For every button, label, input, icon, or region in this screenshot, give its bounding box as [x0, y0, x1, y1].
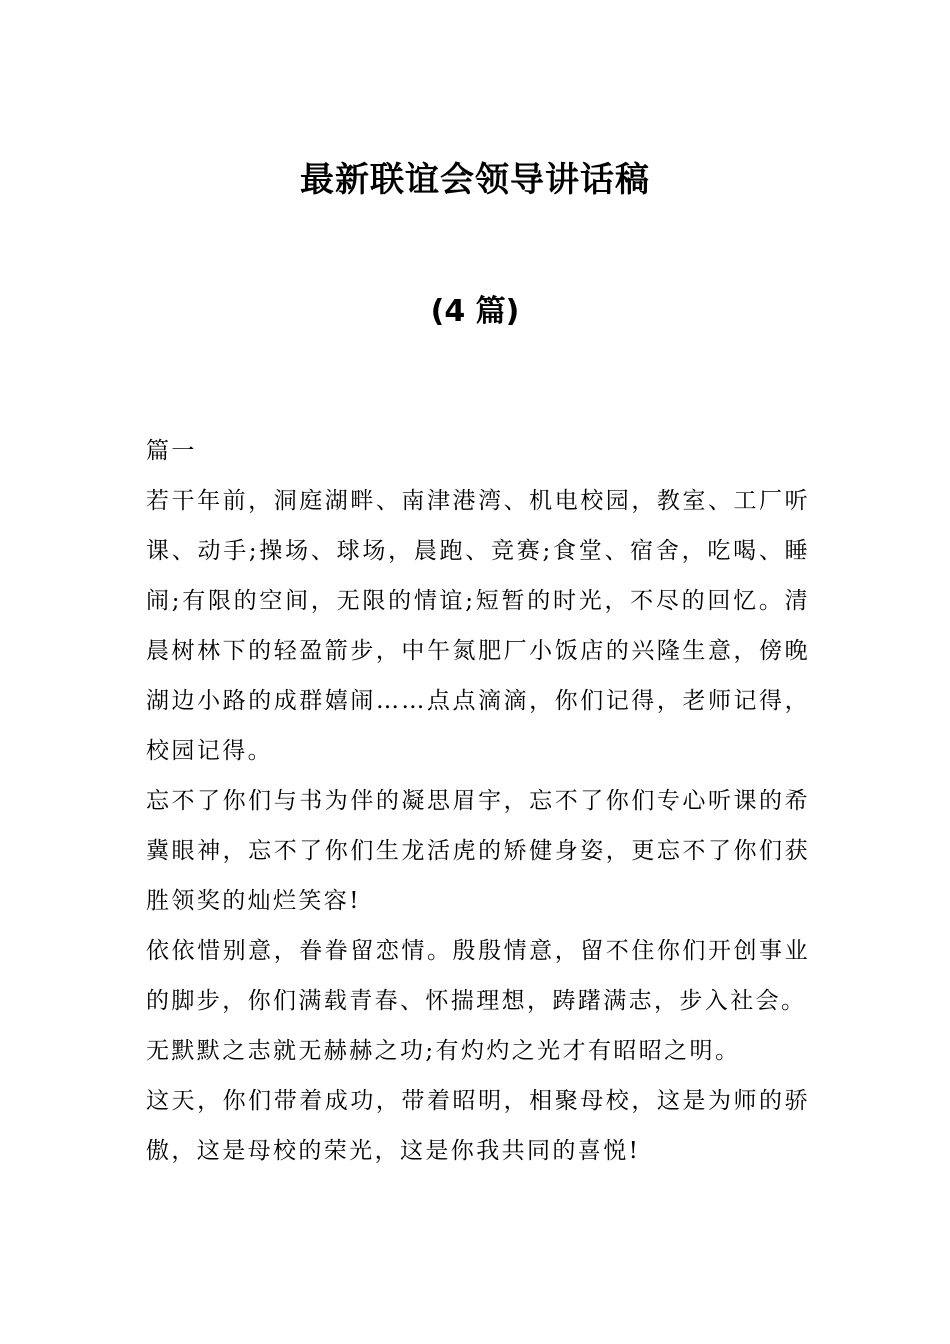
- paragraph: 若干年前，洞庭湖畔、南津港湾、机电校园，教室、工厂听课、动手;操场、球场，晨跑、竞赛;食堂、宿舍，吃喝、睡闹;有限的空间，无限的情谊;短暂的时光，不尽的回忆。清晨树林下的轻盈箭步，中午氮肥厂小饭店的兴隆生意，傍晚湖边小路的成群嬉闹……点点滴滴，你们记得，老师记得，校园记得。: [146, 488, 810, 764]
- paragraph: 依依惜别意，眷眷留恋情。殷殷情意，留不住你们开创事业的脚步，你们满载青春、怀揣理想，踌躇满志，步入社会。: [146, 938, 810, 1014]
- paragraph: 忘不了你们与书为伴的凝思眉宇，忘不了你们专心听课的希冀眼神，忘不了你们生龙活虎的矫健身姿，更忘不了你们获胜领奖的灿烂笑容!: [146, 788, 810, 914]
- paragraph: 无默默之志就无赫赫之功;有灼灼之光才有昭昭之明。: [146, 1038, 741, 1064]
- page-title: 最新联谊会领导讲话稿: [300, 160, 650, 200]
- document-body: [146, 426, 810, 1176]
- page-subtitle: (4 篇): [430, 294, 520, 329]
- paragraph: 这天，你们带着成功，带着昭明，相聚母校，这是为师的骄傲，这是母校的荣光，这是你我共同的喜悦!: [146, 1088, 810, 1164]
- section-label: 篇一: [146, 438, 197, 464]
